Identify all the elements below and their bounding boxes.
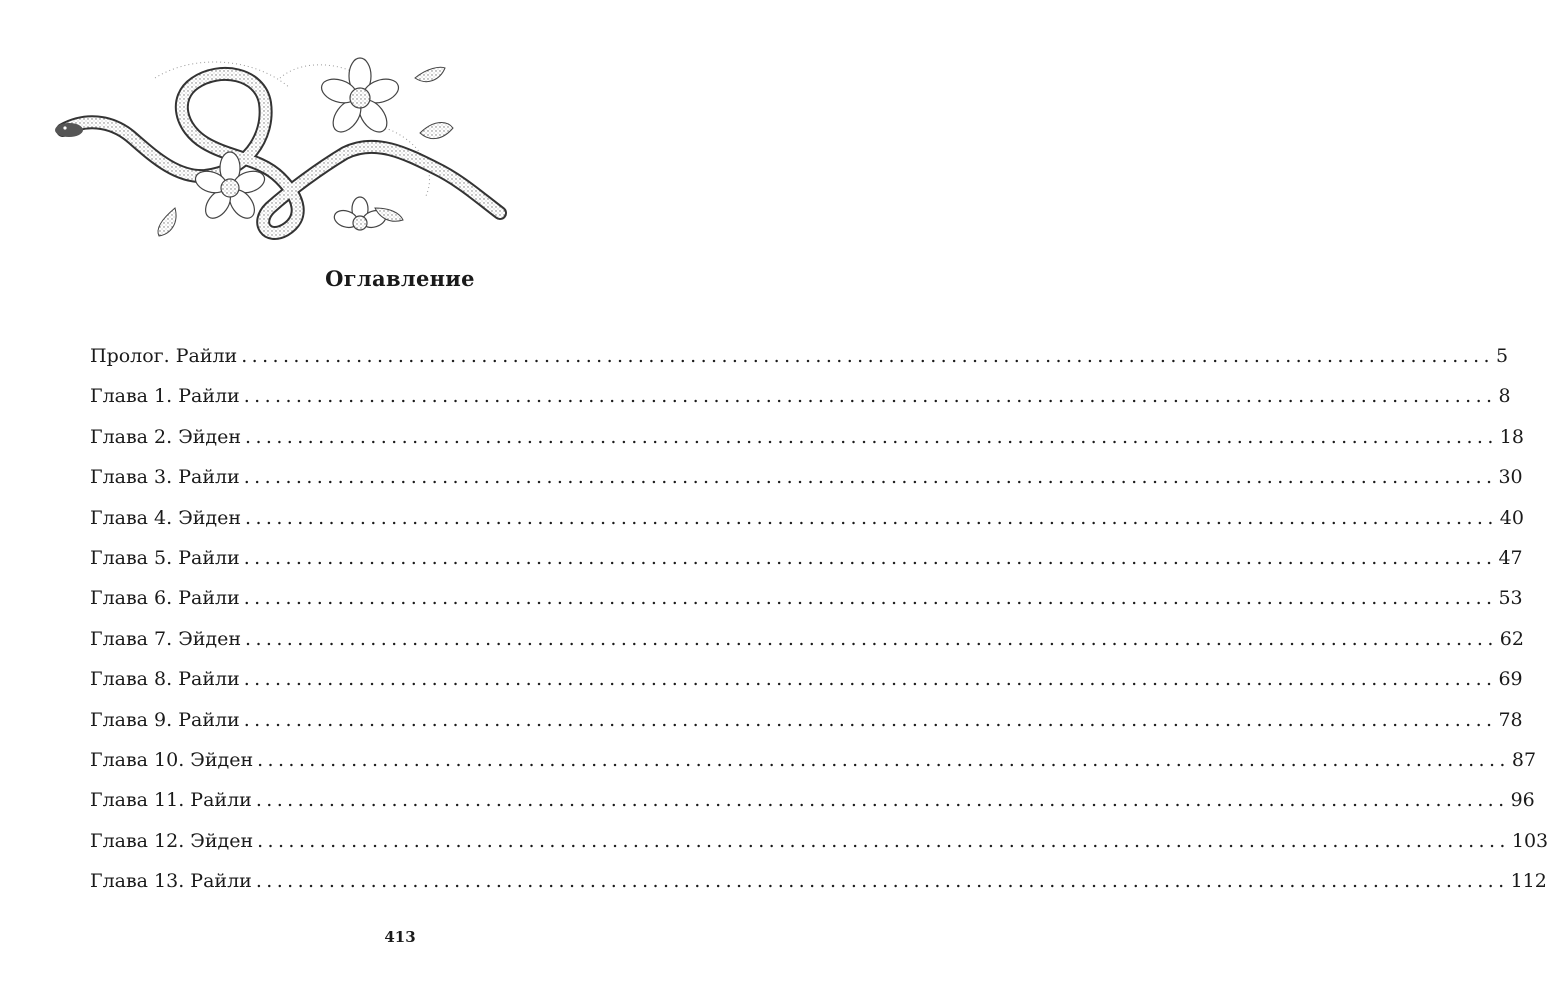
toc-entry-label: Глава 1. Райли (90, 385, 240, 408)
toc-entry (90, 578, 1523, 618)
toc-entry-page: 87 (1511, 748, 1537, 771)
toc-dot-leader: ........................................................................................................................ (245, 425, 1498, 448)
toc-entry-label: Глава 7. Эйден (90, 627, 242, 650)
toc-entry (90, 740, 1537, 780)
toc-entry-label: Глава 10. Эйден (90, 748, 254, 771)
toc-entry (90, 457, 1523, 497)
toc-entry-label: Глава 12. Эйден (90, 829, 254, 852)
toc-entry (90, 700, 1523, 740)
toc-dot-leader: ........................................................................................................................ (245, 506, 1498, 529)
toc-dot-leader: ........................................................................................................................ (257, 829, 1510, 852)
toc-entry-page: 5 (1495, 345, 1509, 367)
toc-entry-page: 78 (1498, 708, 1523, 731)
toc-dot-leader: ........................................................................................................................ (255, 870, 1509, 893)
toc-dot-leader: ........................................................................................................................ (243, 385, 1497, 408)
snake-icon (55, 74, 500, 233)
toc-entry-page: 62 (1499, 627, 1524, 650)
toc-entry-label: Глава 8. Райли (90, 668, 240, 691)
toc-dot-leader: ........................................................................................................................ (243, 466, 1497, 489)
toc-dot-leader: ........................................................................................................................ (257, 748, 1510, 771)
toc-entry-label: Глава 6. Райли (90, 587, 240, 610)
toc-entry-label: Глава 13. Райли (90, 870, 252, 893)
toc-entry-page: 8 (1498, 385, 1511, 408)
toc-dot-leader: ........................................................................................................................ (243, 668, 1497, 691)
toc-entry-page: 96 (1510, 789, 1535, 812)
toc-dot-leader: ........................................................................................................................ (245, 627, 1498, 650)
toc-dot-leader: ........................................................................................................................ (243, 546, 1497, 569)
toc-entry-label: Глава 9. Райли (90, 708, 240, 731)
toc-title: Оглавление (325, 266, 475, 291)
toc-entry (90, 538, 1523, 578)
toc-entry-page: 69 (1498, 668, 1523, 691)
toc-entry (90, 376, 1511, 416)
toc-entry (90, 780, 1535, 820)
toc-entry-page: 30 (1498, 466, 1523, 489)
toc-entry-label: Глава 5. Райли (90, 546, 240, 569)
toc-entry (90, 417, 1524, 457)
toc-entry-label: Глава 4. Эйден (90, 506, 242, 529)
toc-entry (90, 336, 1509, 376)
toc-entry-page: 40 (1499, 506, 1524, 529)
toc-entry (90, 498, 1524, 538)
page-number: 413 (384, 928, 416, 946)
toc-entry (90, 861, 1547, 901)
toc-entry-label: Пролог. Райли (90, 345, 238, 367)
toc-entry (90, 619, 1524, 659)
toc-entry-label: Глава 3. Райли (90, 466, 240, 489)
toc-entry-page: 53 (1498, 587, 1523, 610)
toc-entry-page: 112 (1510, 870, 1547, 893)
toc-entry-label: Глава 2. Эйден (90, 425, 242, 448)
toc-dot-leader: ........................................................................................................................ (243, 587, 1497, 610)
toc-entry-page: 103 (1511, 829, 1548, 852)
toc-dot-leader: ........................................................................................................................ (243, 708, 1497, 731)
toc-entry (90, 659, 1523, 699)
toc-entry-page: 47 (1498, 546, 1523, 569)
toc-dot-leader: ........................................................................................................................ (255, 789, 1509, 812)
snake-with-daffodils-illustration (55, 58, 505, 248)
toc-entry-page: 18 (1499, 425, 1524, 448)
toc-entry-label: Глава 11. Райли (90, 789, 252, 812)
toc-dot-leader: ........................................................................................................................ (241, 345, 1494, 367)
table-of-contents (90, 336, 1548, 901)
toc-entry (90, 821, 1548, 861)
